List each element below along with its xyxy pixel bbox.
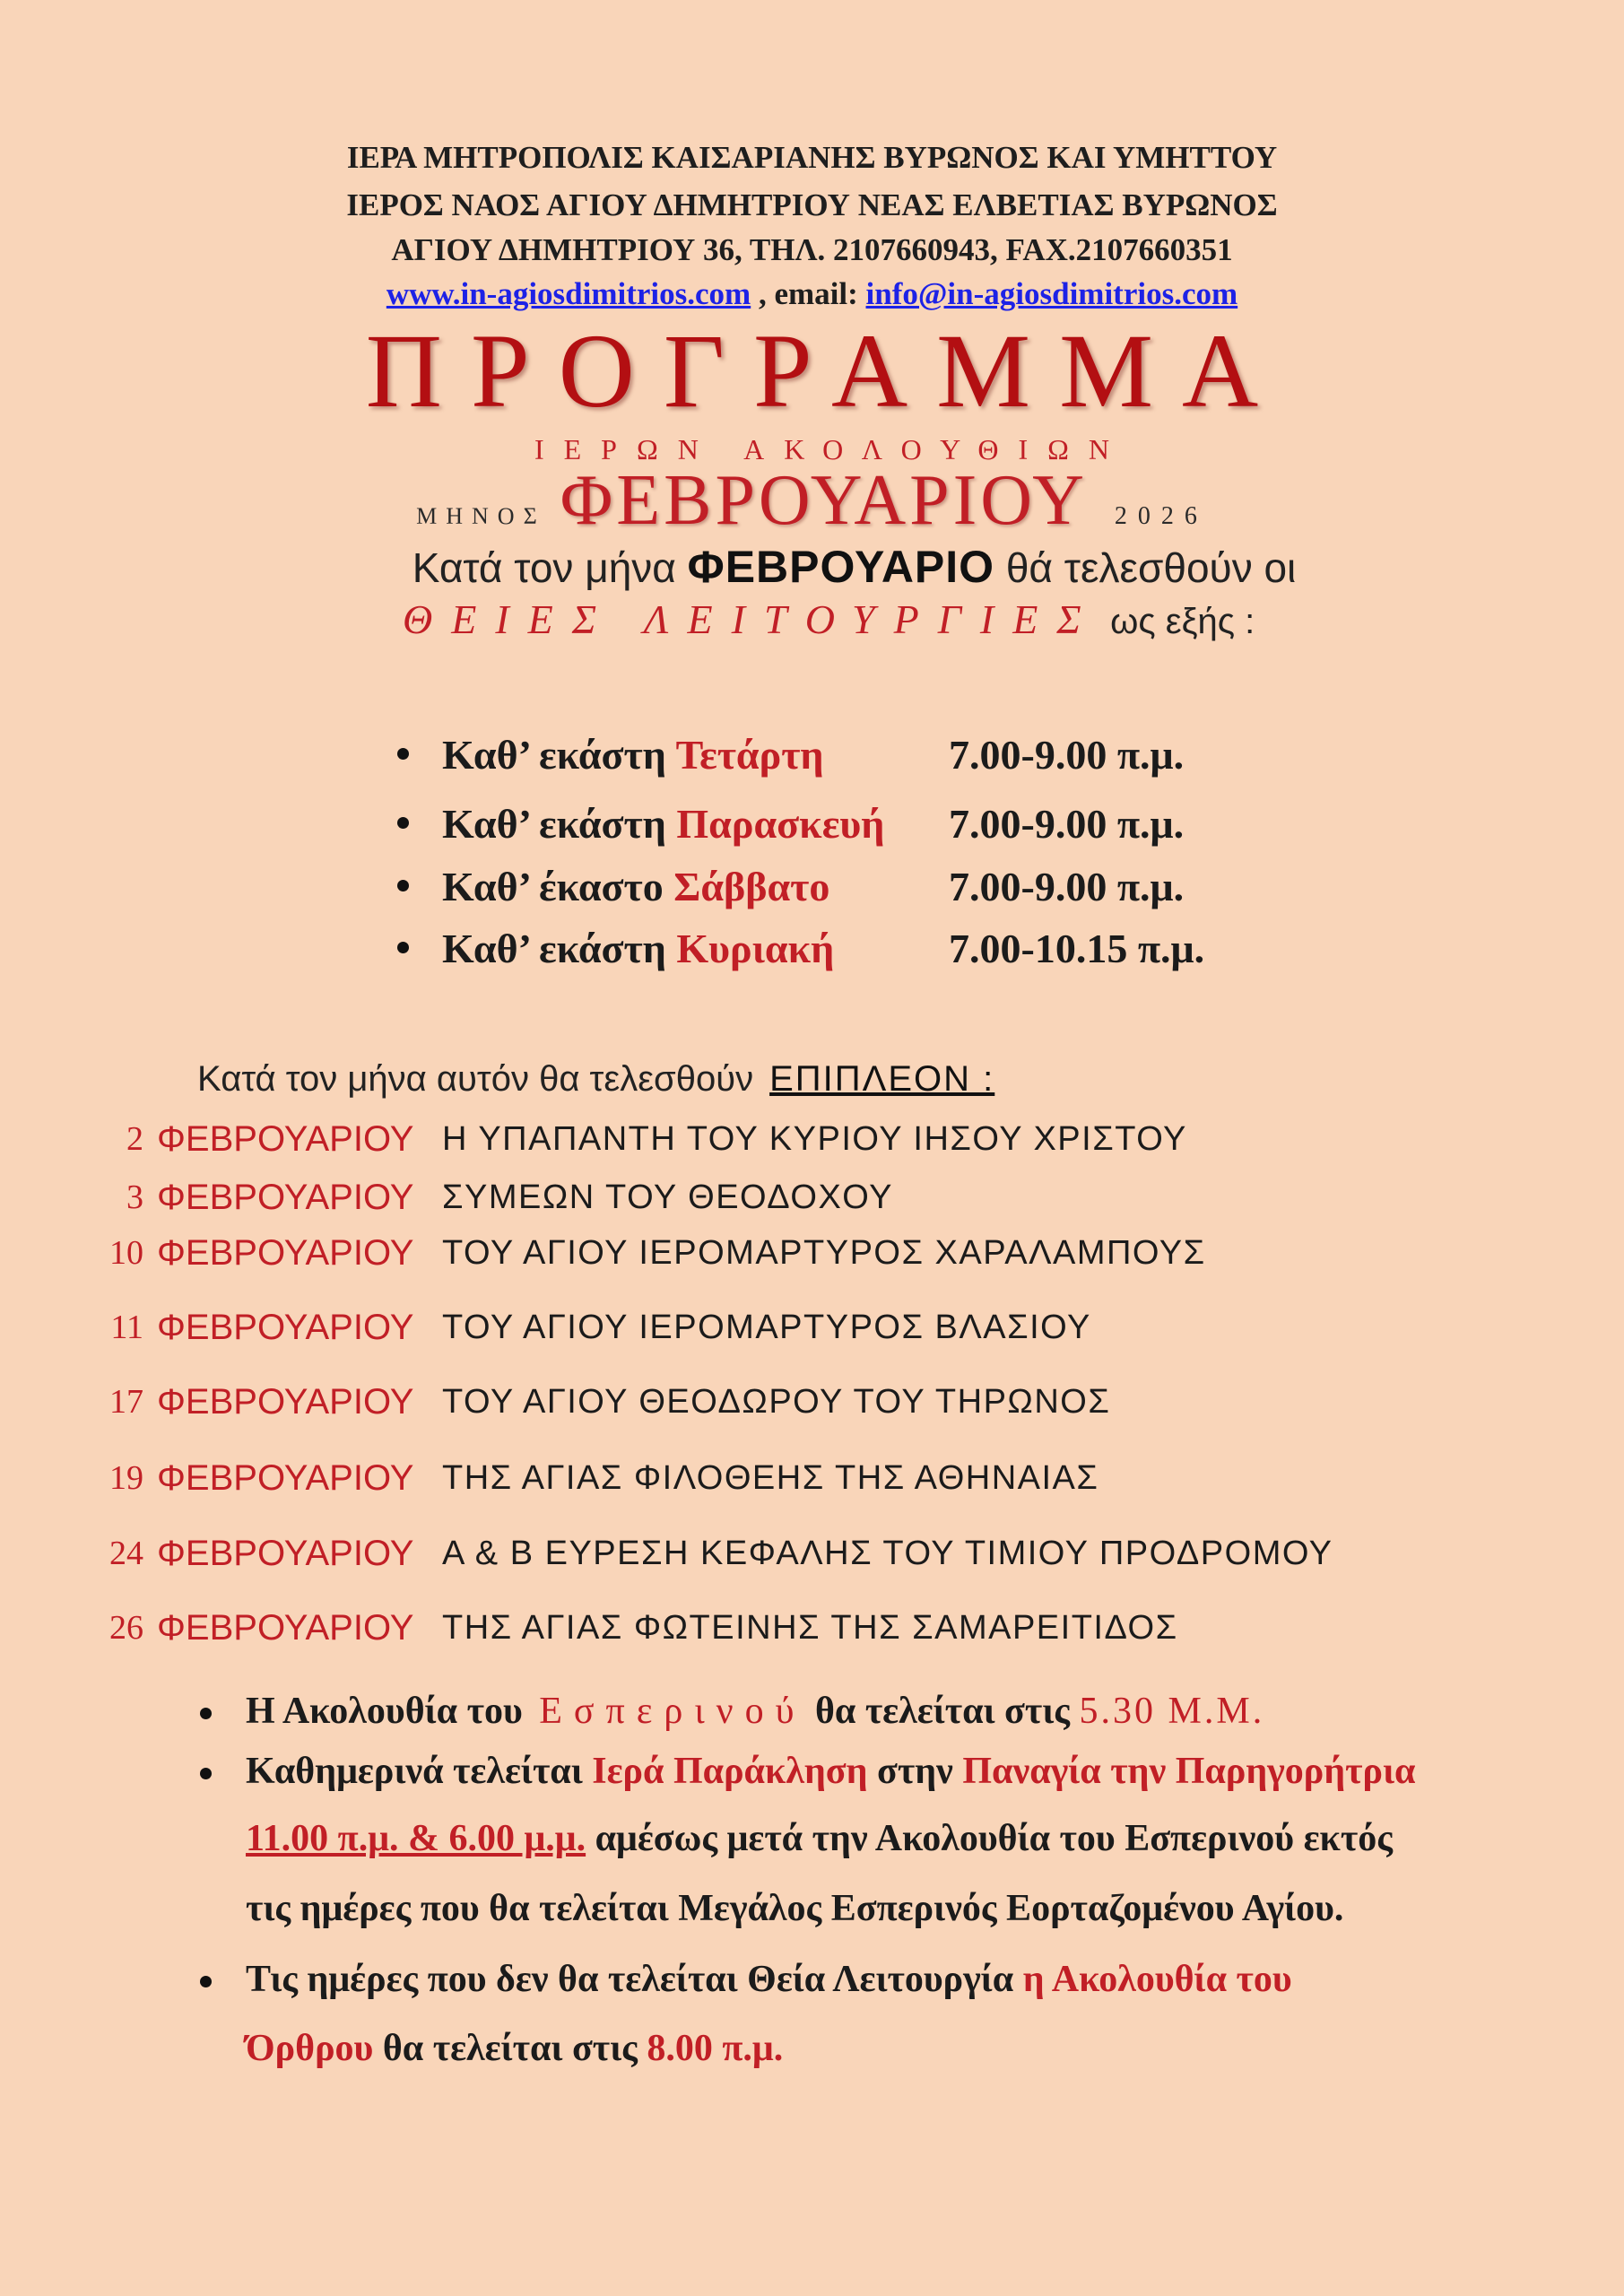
note-vespers: [246, 1687, 1264, 1735]
feast-row: [0, 1456, 1624, 1500]
feast-name: ΤΗΣ ΑΓΙΑΣ ΦΙΛΟΘΕΗΣ ΤΗΣ ΑΘΗΝΑΙΑΣ: [442, 1459, 1099, 1497]
bullet-icon: [200, 1708, 212, 1719]
intro-month: ΦΕΒΡΟΥΑΡΙΟ: [687, 542, 995, 592]
orthros-time: 8.00 π.μ.: [647, 2028, 784, 2069]
weekly-label: [442, 924, 834, 974]
feast-day: 19: [109, 1459, 143, 1497]
bullet-icon: [397, 748, 409, 760]
weekly-item-wednesday: [0, 730, 1624, 780]
weekly-time: 7.00-9.00 π.μ.: [949, 732, 1185, 778]
weekly-day: Παρασκευή: [676, 801, 885, 847]
additional-services-line: [197, 1056, 994, 1102]
weekly-label: [442, 862, 829, 912]
feast-day: 3: [126, 1178, 143, 1216]
weekly-time: 7.00-9.00 π.μ.: [949, 801, 1185, 847]
weekly-prefix: Καθ’ έκαστο: [442, 864, 664, 909]
additional-prefix: Κατά τον μήνα αυτόν θα τελεσθούν: [197, 1059, 754, 1099]
address-line: ΑΓΙΟΥ ΔΗΜΗΤΡΙΟΥ 36, ΤΗΛ. 2107660943, FAX.2107660351: [391, 232, 1233, 267]
month-label: ΜΗΝΟΣ: [416, 503, 546, 529]
feast-month: ΦΕΒΡΟΥΑΡΙΟΥ: [157, 1119, 414, 1159]
weekly-item-saturday: [0, 862, 1624, 912]
paraklesis-prefix: Καθημερινά τελείται: [246, 1751, 583, 1792]
year: 2026: [1114, 502, 1208, 530]
liturgies-line: [403, 593, 1255, 648]
feast-name: ΤΗΣ ΑΓΙΑΣ ΦΩΤΕΙΝΗΣ ΤΗΣ ΣΑΜΑΡΕΙΤΙΔΟΣ: [442, 1609, 1178, 1647]
vespers-time: 5.30 Μ.Μ.: [1079, 1691, 1265, 1732]
weekly-label: [442, 799, 884, 849]
feast-month: ΦΕΒΡΟΥΑΡΙΟΥ: [157, 1608, 414, 1648]
feast-row: [0, 1531, 1624, 1576]
weekly-time: 7.00-9.00 π.μ.: [949, 864, 1185, 909]
feast-name: ΤΟΥ ΑΓΙΟΥ ΘΕΟΔΩΡΟΥ ΤΟΥ ΤΗΡΩΝΟΣ: [442, 1383, 1111, 1421]
program-subtitle: ΙΕΡΩΝ ΑΚΟΛΟΥΘΙΩΝ: [534, 433, 1130, 465]
intro-line: [0, 540, 1624, 595]
weekly-item-friday: [0, 799, 1624, 849]
liturgies-tail: ως εξής :: [1110, 602, 1255, 641]
feast-month: ΦΕΒΡΟΥΑΡΙΟΥ: [157, 1458, 414, 1498]
feast-name: Η ΥΠΑΠΑΝΤΗ ΤΟΥ ΚΥΡΙΟΥ ΙΗΣΟΥ ΧΡΙΣΤΟΥ: [442, 1120, 1187, 1158]
feast-month: ΦΕΒΡΟΥΑΡΙΟΥ: [157, 1382, 414, 1422]
program-title: ΠΡΟΓΡΑΜΜΑ: [365, 312, 1288, 430]
note-paraklesis-times: [246, 1814, 1393, 1863]
feast-month: ΦΕΒΡΟΥΑΡΙΟΥ: [157, 1233, 414, 1273]
feast-row: [0, 1117, 1624, 1161]
bullet-icon: [397, 880, 409, 891]
vespers-mid: θα τελείται στις: [814, 1691, 1070, 1732]
orthros-service1: η Ακολουθία του: [1022, 1959, 1292, 2000]
month-name: ΦΕΒΡΟΥΑΡΙΟΥ: [560, 461, 1088, 540]
feast-day: 10: [109, 1234, 143, 1272]
feast-day: 17: [109, 1383, 143, 1421]
feast-row: [0, 1605, 1624, 1650]
feast-month: ΦΕΒΡΟΥΑΡΙΟΥ: [157, 1178, 414, 1217]
vespers-prefix: Η Ακολουθία του: [246, 1691, 523, 1732]
orthros-service2: Όρθρου: [246, 2028, 374, 2069]
weekly-prefix: Καθ’ εκάστη: [442, 732, 666, 778]
feast-name: ΣΥΜΕΩΝ ΤΟΥ ΘΕΟΔΟΧΟΥ: [442, 1178, 893, 1216]
intro-suffix: θά τελεσθούν οι: [1005, 544, 1297, 591]
intro-prefix: Κατά τον μήνα: [412, 544, 676, 591]
feast-row: [0, 1231, 1624, 1275]
feast-month: ΦΕΒΡΟΥΑΡΙΟΥ: [157, 1534, 414, 1573]
feast-name: ΤΟΥ ΑΓΙΟΥ ΙΕΡΟΜΑΡΤΥΡΟΣ ΒΛΑΣΙΟΥ: [442, 1309, 1091, 1346]
note-paraklesis-exception: τις ημέρες που θα τελείται Μεγάλος Εσπερινός Εορταζομένου Αγίου.: [246, 1888, 1344, 1929]
paraklesis-service: Ιερά Παράκληση: [592, 1751, 868, 1792]
feast-name: Α & Β ΕΥΡΕΣΗ ΚΕΦΑΛΗΣ ΤΟΥ ΤΙΜΙΟΥ ΠΡΟΔΡΟΜΟΥ: [442, 1535, 1333, 1572]
weekly-day: Κυριακή: [676, 926, 835, 971]
paraklesis-rest1: αμέσως μετά την Ακολουθία του Εσπερινού εκτός: [595, 1818, 1393, 1859]
feast-row: [0, 1305, 1624, 1350]
note-orthros: [246, 1955, 1292, 2004]
feast-row: [0, 1175, 1624, 1220]
feast-row: [0, 1379, 1624, 1424]
feast-day: 11: [110, 1309, 143, 1346]
bullet-icon: [397, 817, 409, 829]
metropolis-heading: ΙΕΡΑ ΜΗΤΡΟΠΟΛΙΣ ΚΑΙΣΑΡΙΑΝΗΣ ΒΥΡΩΝΟΣ ΚΑΙ ΥΜΗΤΤΟΥ: [346, 140, 1278, 175]
feast-day: 24: [109, 1535, 143, 1572]
vespers-service: Εσπερινού: [539, 1691, 806, 1732]
weekly-prefix: Καθ’ εκάστη: [442, 801, 666, 847]
feast-month: ΦΕΒΡΟΥΑΡΙΟΥ: [157, 1308, 414, 1347]
bullet-icon: [200, 1976, 212, 1987]
paraklesis-mid: στην: [877, 1751, 953, 1792]
weekly-day: Τετάρτη: [675, 732, 824, 778]
note-orthros-time: [246, 2024, 783, 2073]
liturgies-heading: ΘΕΙΕΣ ΛΕΙΤΟΥΡΓΙΕΣ: [403, 596, 1100, 642]
weekly-prefix: Καθ’ εκάστη: [442, 926, 666, 971]
paraklesis-times: 11.00 π.μ. & 6.00 μ.μ.: [246, 1818, 586, 1859]
church-heading: ΙΕΡΟΣ ΝΑΟΣ ΑΓΙΟΥ ΔΗΜΗΤΡΙΟΥ ΝΕΑΣ ΕΛΒΕΤΙΑΣ ΒΥΡΩΝΟΣ: [346, 187, 1278, 222]
weekly-day: Σάββατο: [673, 864, 830, 909]
additional-highlight: ΕΠΙΠΛΕΟΝ :: [769, 1059, 995, 1099]
bullet-icon: [200, 1768, 212, 1779]
website-link[interactable]: www.in-agiosdimitrios.com: [386, 276, 751, 311]
feast-name: ΤΟΥ ΑΓΙΟΥ ΙΕΡΟΜΑΡΤΥΡΟΣ ΧΑΡΑΛΑΜΠΟΥΣ: [442, 1234, 1206, 1272]
email-link[interactable]: info@in-agiosdimitrios.com: [865, 276, 1238, 311]
orthros-mid: θα τελείται στις: [382, 2028, 638, 2069]
contact-line: [0, 274, 1624, 314]
feast-day: 2: [126, 1120, 143, 1158]
email-label: , email:: [758, 276, 858, 311]
bullet-icon: [397, 942, 409, 953]
weekly-item-sunday: [0, 924, 1624, 974]
orthros-prefix: Τις ημέρες που δεν θα τελείται Θεία Λειτουργία: [246, 1959, 1014, 2000]
paraklesis-icon-name: Παναγία την Παρηγορήτρια: [962, 1751, 1416, 1792]
weekly-time: 7.00-10.15 π.μ.: [949, 926, 1205, 971]
weekly-label: [442, 730, 824, 780]
feast-day: 26: [109, 1609, 143, 1647]
note-paraklesis: [246, 1747, 1415, 1796]
